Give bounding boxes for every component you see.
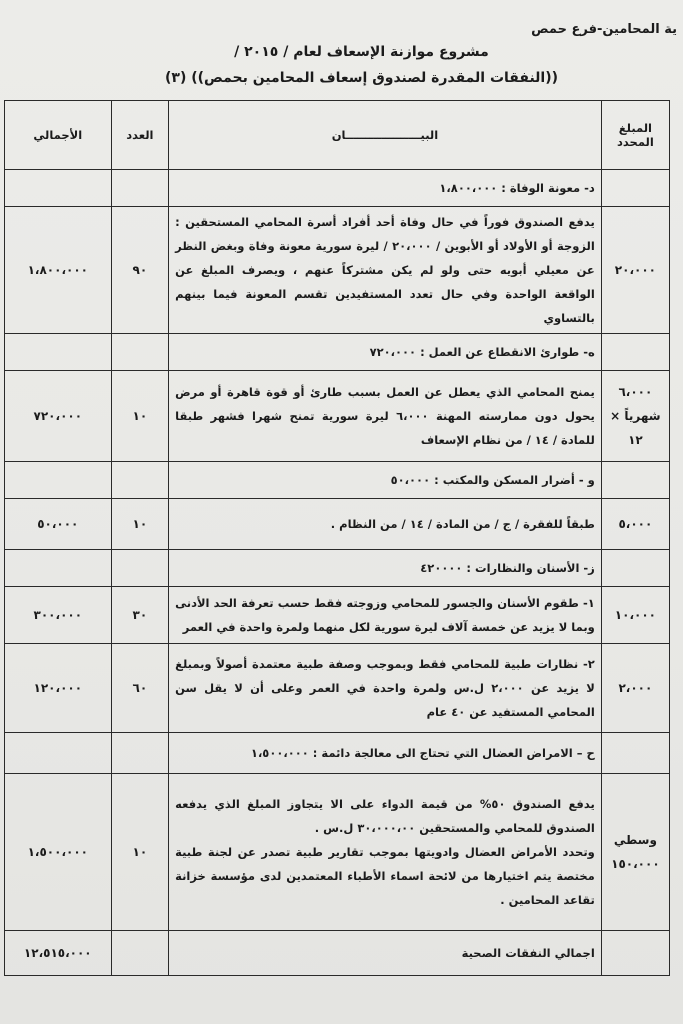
- table-row: [5, 774, 670, 931]
- header-corner: ية المحامين-فرع حمص: [531, 22, 677, 37]
- death-count: ٩٠: [111, 207, 169, 334]
- teeth-item2-count: ٦٠: [111, 644, 169, 733]
- chronic-amount: وسطي ١٥٠،٠٠٠: [601, 774, 669, 931]
- teeth-item2-total: ١٢٠،٠٠٠: [5, 644, 112, 733]
- housing-description: طبقاً للفقرة / ج / من المادة / ١٤ / من النظام .: [169, 499, 602, 550]
- emergency-count: ١٠: [111, 371, 169, 462]
- document-subtitle: ((النفقات المقدرة لصندوق إسعاف المحامين بحمص)) (٣): [164, 70, 559, 86]
- section-heading-row: [5, 462, 670, 499]
- section-heading-row: [5, 550, 670, 587]
- section-heading-row: [5, 733, 670, 774]
- col-amount-header: المبلغ المحدد: [601, 101, 669, 170]
- emergency-total: ٧٢٠،٠٠٠: [5, 371, 112, 462]
- section-heading-row: [5, 170, 670, 207]
- chronic-count: ١٠: [111, 774, 169, 931]
- housing-amount: ٥،٠٠٠: [601, 499, 669, 550]
- chronic-description-part1: يدفع الصندوق ٥٠% من قيمة الدواء على الا يتجاوز المبلغ الذي يدفعه الصندوق للمحامي والمستحقين ٣٠،٠٠٠،٠٠ ل.س .: [175, 797, 595, 835]
- table-row: [5, 207, 670, 334]
- teeth-item2-description: ٢- نظارات طبية للمحامي فقط وبموجب وصفة طبية معتمدة أصولاً وبمبلغ لا يزيد عن ٢،٠٠٠ ل.س ولمرة واحدة في العمر وعلى أن لا يقل سن المحامي المستفيد عن ٤٠ عام: [169, 644, 602, 733]
- table-row: [5, 499, 670, 550]
- housing-count: ١٠: [111, 499, 169, 550]
- chronic-total: ١،٥٠٠،٠٠٠: [5, 774, 112, 931]
- section-housing-heading: و - أضرار المسكن والمكتب : ٥٠،٠٠٠: [169, 462, 602, 499]
- budget-table: [4, 100, 670, 976]
- table-row: [5, 644, 670, 733]
- emergency-amount: ٦،٠٠٠ شهرياً × ١٢: [601, 371, 669, 462]
- summary-row: [5, 931, 670, 976]
- death-total: ١،٨٠٠،٠٠٠: [5, 207, 112, 334]
- emergency-description: يمنح المحامي الذي يعطل عن العمل بسبب طارئ أو قوة قاهرة أو مرض يحول دون ممارسته المهنة ٦،٠٠٠ ليرة سورية تمنح شهرا فشهر طبقا للمادة / ١٤ / من نظام الإسعاف: [169, 371, 602, 462]
- teeth-item1-count: ٣٠: [111, 587, 169, 644]
- col-total-header: الأجمالي: [5, 101, 112, 170]
- section-chronic-heading: ح – الامراض العضال التي تحتاج الى معالجة دائمة : ١،٥٠٠،٠٠٠: [169, 733, 602, 774]
- teeth-item1-total: ٣٠٠،٠٠٠: [5, 587, 112, 644]
- table-row: [5, 371, 670, 462]
- summary-total: ١٢،٥١٥،٠٠٠: [5, 931, 112, 976]
- death-description: يدفع الصندوق فوراً في حال وفاة أحد أفراد أسرة المحامي المستحقين : الزوجة أو الأولاد أو الأبوين / ٢٠،٠٠٠ / ليرة سورية معونة وفاة وبغض النظر عن معيلي أبويه حتى ولو لم يكن مشتركاً عنهم ، ويصرف المبلغ عن الواقعة الواحدة وفي حال تعدد المستفيدين تقسم المعونة فيما بينهم بالتساوي: [169, 207, 602, 334]
- teeth-item1-amount: ١٠،٠٠٠: [601, 587, 669, 644]
- housing-total: ٥٠،٠٠٠: [5, 499, 112, 550]
- chronic-description-part2: وتحدد الأمراض العضال وادويتها بموجب تقارير طبية تصدر عن لجنة طبية مختصة يتم اختيارها من لائحة اسماء الأطباء المعتمدين لدى مؤسسة خزانة تقاعد المحامين .: [175, 845, 595, 907]
- col-count-header: العدد: [111, 101, 169, 170]
- col-description-header: البيـــــــــــــــــــان: [169, 101, 602, 170]
- section-emergency-heading: ه- طوارئ الانقطاع عن العمل : ٧٢٠،٠٠٠: [169, 334, 602, 371]
- death-amount: ٢٠،٠٠٠: [601, 207, 669, 334]
- document-title: مشروع موازنة الإسعاف لعام / ٢٠١٥ /: [234, 44, 489, 60]
- teeth-item2-amount: ٢،٠٠٠: [601, 644, 669, 733]
- chronic-description: [169, 774, 602, 931]
- section-heading-row: [5, 334, 670, 371]
- header-row: [5, 101, 670, 170]
- summary-label: اجمالي النفقات الصحية: [169, 931, 602, 976]
- section-teeth-heading: ز- الأسنان والنظارات : ٤٢٠٠٠٠: [169, 550, 602, 587]
- table-row: [5, 587, 670, 644]
- teeth-item1-description: ١- طقوم الأسنان والجسور للمحامي وزوجته فقط حسب تعرفة الحد الأدنى وبما لا يزيد عن خمسة آلاف ليرة سورية لكل منهما ولمرة واحدة في العمر: [169, 587, 602, 644]
- section-death-heading: د- معونة الوفاة : ١،٨٠٠،٠٠٠: [169, 170, 602, 207]
